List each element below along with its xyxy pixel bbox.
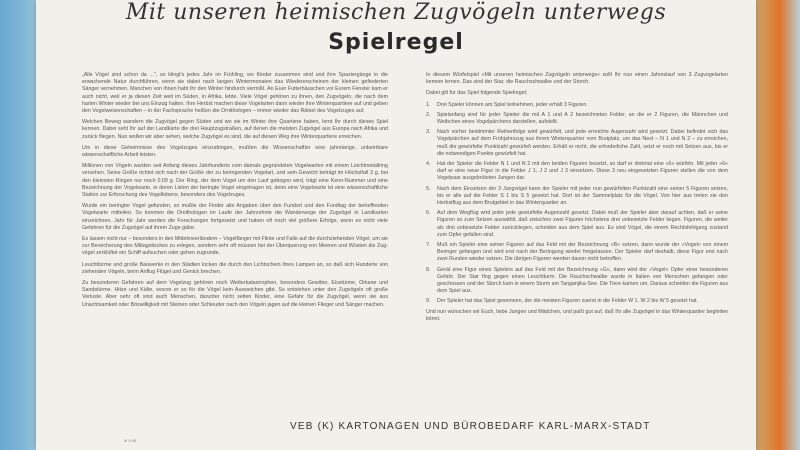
rules-column bbox=[426, 72, 728, 327]
rule-item bbox=[426, 267, 728, 296]
rule-number: 4. bbox=[426, 161, 431, 168]
intro-paragraph: Um in diese Geheimnisse des Vogelzuges einzudringen, mußten die Wissenschaftler eine jahrelange, unbeirrbare wissenschaftliche Arbeit leisten. bbox=[82, 144, 388, 159]
print-code: III 9 44 bbox=[124, 438, 137, 443]
rule-item bbox=[426, 102, 728, 109]
intro-paragraph: Welchen Beweg wandern die Zugvögel gegen Süden und wo sie im Winter ihre Quartiere haben, lernt Ihr durch dieses Spiel kennen. Dabei seht Ihr auf der Landkarte die drei Hauptzugstraßen, auf denen die meisten Zugvögel aus Europa nach Afrika und zurück fliegen. Nun wollen wir aber sehen, welche Zugvögel es sind, die auf diesen Weg ihre Winterquartiere erreichen. bbox=[82, 119, 388, 140]
intro-column bbox=[82, 72, 388, 313]
rules-heading: Spielregel bbox=[328, 30, 464, 55]
intro-paragraph: Millionen von Vögeln wurden seit Anfang dieses Jahrhunderts vom damals gegründeten Vogelwarten mit einem Leichtmetallring versehen. Seine Größe richtet sich nach der Größe der zu beringenden Vogelart, und sein Gewicht beträgt im Höchstfall 3 g, bei den kleinsten Ringen nur noch 0,09 g. Der Ring, der dem Vogel um den Lauf gebogen wird, trägt eine Kenn-Nummer und eine Bezeichnung der Vogelwarte, in deren Listen der beringte Vogel eingetragen ist, denn eine Vogelwarte ist eine wissenschaftliche Station zur Erforschung des Vogellebens, besonders des Vogelzuges. bbox=[82, 163, 388, 199]
intro-paragraph: „Alle Vögel sind schon da ...", so klingt's jedes Jahr im Frühling, wo Kinder zusammen sind und ihre Spaziergänge in die erwachende Natur durchführen, wenn sie dabei nach langen Wintermonaten das Wiedererscheinen der kleinen gefiederten Sänger vernehmen. Manchen von ihnen habt Ihr den Winter hindurch vermißt. An Euer Futterhäuschen vor Eurem Fenster kam er auch nicht, weil er ja diesen Zeit weit im Süden, in Afrika, lebte. Viele Vögel gehören zu ihnen, den Zugvögeln, die nach dem harten Winter wieder bei uns Einzug halten. Ihre Herbst machen diese Vogelarten dann wieder ihre Winterquartiere auf und geben den Vogelweisenschaften – in der Fachsprache heißen die Ornithologen – immer wieder das Rätsel des Vogelzuges auf. bbox=[82, 72, 388, 115]
rule-item bbox=[426, 242, 728, 264]
rule-number: 8. bbox=[426, 266, 431, 273]
rule-number: 2. bbox=[426, 111, 431, 118]
closing-text: Und nun wünschen wir Euch, liebe Jungen und Mädchen, und paßt gut auf, daß Ihr alle Zugvögel in das Winterquartier begleiten könnt. bbox=[426, 308, 728, 322]
rule-text: Nach vorher bestimmter Reihenfolge wird gewürfelt, und jede erreichte Augenzahl wird gesetzt. Dabei befindet sich das Vogelpärchen auf dem Frühjahrszug aus ihrem Winterquartier vom Brutplatz, um das Nest – N 1 und N 2 – zu erreichen, muß die gewürfelte Punktzahl gewürfelt werden. Erhält er nicht, die erforderliche Zahl, setzt er noch mit Setzen aus, bis er die notwendigen Punkte gewürfelt hat. bbox=[437, 129, 728, 157]
rule-item bbox=[426, 186, 728, 208]
rule-item bbox=[426, 129, 728, 158]
rule-text: Spielanfang sind für jeder Spieler die mit A 1 und A 2 bezeichneten Felder, an die er 2 Figuren, die Männchen und Weibchen eines Vogelpärchens darstellen, aufstellt. bbox=[437, 111, 728, 126]
rule-text: Auf dem Wegflug wird jeder jede gewürfelte Augenzahl gesetzt. Dabei muß der Spieler aber darauf achten, daß er seine Figuren so zum Setzen auswählt, daß zwischen zwei Figuren höchstens drei unbesetzte Felder liegen. Figuren, die weiter als drei unbesetzte Felder zurückliegen, scheiden aus dem Spiel aus. Es sind Vögel, die einem Rechtsfehlgang zustand zum Opfer gefallen sind. bbox=[437, 210, 728, 238]
rule-item bbox=[426, 161, 728, 183]
publisher-line: VEB (K) KARTONAGEN UND BÜROBEDARF KARL-MARX-STADT bbox=[290, 421, 651, 432]
rule-text: Muß ein Spieler eine seiner Figuren auf das Feld mit der Bezeichnung »B« setzen, dann wurde der »Vogel« von einem Beringer gefangen und wird erst nach der Beringung wieder freigelassen. Der Spieler darf deshalb, diese Figur erst nach zwei Runden wieder setzen. Die übrigen Figuren werden davon nicht betroffen. bbox=[437, 242, 728, 263]
rule-number: 5. bbox=[426, 185, 431, 192]
rule-number: 3. bbox=[426, 129, 431, 136]
intro-paragraph: Zu besonderen Gefahren auf dem Vogelzug gehören noch Wetterkatastrophen, besonders Gewitter, Eisstürme, Orkane und Sandstürme. Hitze und Kälte, wovon er so für die Vögel kein Ausweichen gibt. So entstehen unter den Zugvögeln oft große Verluste. Aber sehr oft sind auch Menschen, darunter nicht selten Kinder, eine Gefahr für die Zugvögel, wenn sie aus Unachtsamkeit oder Böswilligkeit mit Steinen oder Schleuder nach den Vögeln jagen auf die kleinen Flieger und Sänger machen. bbox=[82, 280, 388, 308]
rule-item bbox=[426, 298, 728, 305]
rule-text: Gerät eine Figur eines Spielers auf das Feld mit der Bezeichnung »G«, dann wird der »Vogel« Opfer einer besonderen Gefahr. Der Star flog gegen einen Leuchtturm. Die Rauchschwalbe wurde in Italien von Menschen gefangen oder geschossen und der Storch kam in einem Sturm am Tanganjika-See. Die Tiere kamen um. Daraus scheiden die Figuren aus dem Spiel aus. bbox=[437, 266, 728, 295]
rules-list-heading: Dabei gilt für das Spiel folgende Spielregel: bbox=[426, 90, 528, 97]
rule-number: 6. bbox=[426, 210, 431, 217]
rule-text: Der Spieler hat das Spiel gewonnen, der die meisten Figuren zuerst in die Felder W 1, W 2 bis W 5 gesetzt hat. bbox=[437, 298, 698, 305]
intro-paragraph: Leuchttürme und große Bauwerke in den Städten locken die durch den Lichtschein ihres Lampen an, so daß sich Hunderte von ziehenden Vögeln, beim Anflug Flügel und Genick brechen. bbox=[82, 261, 388, 275]
rule-number: 9. bbox=[426, 298, 431, 305]
rule-number: 7. bbox=[426, 242, 431, 249]
intro-paragraph: Wurde ein beringter Vogel gefunden, so mußte der Finder alle Angaben über den Fundort und den Fundtag der betreffenden Vogelwarte mitteilen. So konnten die Ornithologen im Laufe der Jahrzehnte die Wanderwege der Zugvögel in Landkarten einzeichnen. Jahr für Jahr werden die Forschungen fortgesetzt und haben oft noch viel größere Erfolge, wenn es nicht viele Gefahren für die Zugvögel auf ihrem Zuge gäbe. bbox=[82, 203, 388, 231]
rule-text: Drei Spieler können am Spiel teilnehmen, jeder erhält 3 Figuren. bbox=[437, 101, 588, 108]
intro-paragraph: Es lassen nicht nur – besonders in den Mittelmeerländern – Vogelfänger mit Flinte und Falle auf die durchziehenden Vögel, um sie zur Bereicherung des Mittagstisches zu erlegen, sondern sehr oft müssen bei der Überquerung von Meeren und Wüsten die Zugvögel zerklüftet ein Schiff aufsuchen oder gehen zugrunde. bbox=[82, 236, 388, 257]
rule-item bbox=[426, 210, 728, 239]
rule-text: Nach dem Einsetzen der 3 Jungvögel kann der Spieler mit jeder nun gewürfelten Punktzahl eine seiner 5 Figuren setzen, bis er alle auf die Felder S 1 bis S 5 gesetzt hat. Dort ist der Sammelplatz für die Vögel. Von hier aus treten sie den Herbstflug aus dem Brutgebiet in das Winterquartier an. bbox=[437, 185, 728, 207]
game-title: Mit unseren heimischen Zugvögeln unterwegs bbox=[125, 0, 667, 25]
rule-item bbox=[426, 112, 728, 126]
rules-intro-text: In diesem Würfelspiel »Mit unseren heimischen Zugvögeln unterwegs« sollt Ihr nun einen Jahreslauf von 3 Zugvogelarten kennen lernen. Das sind der Star, die Rauchschwalbe und der Storch. bbox=[426, 72, 728, 86]
rule-number: 1. bbox=[426, 101, 431, 108]
rule-text: Hat der Spieler die Felder N 1 und N 2 mit den beiden Figuren besetzt, so darf er dreimal eine »6« würfeln. Mit jeder »6« darf er eine neue Figur in die Felder J 1, J 2 und J 3 einsetzen. Diese 3 neu eingesetzten Figuren stellen die von dem Vogelpaar ausgebrüteten Jungen dar. bbox=[437, 161, 728, 182]
